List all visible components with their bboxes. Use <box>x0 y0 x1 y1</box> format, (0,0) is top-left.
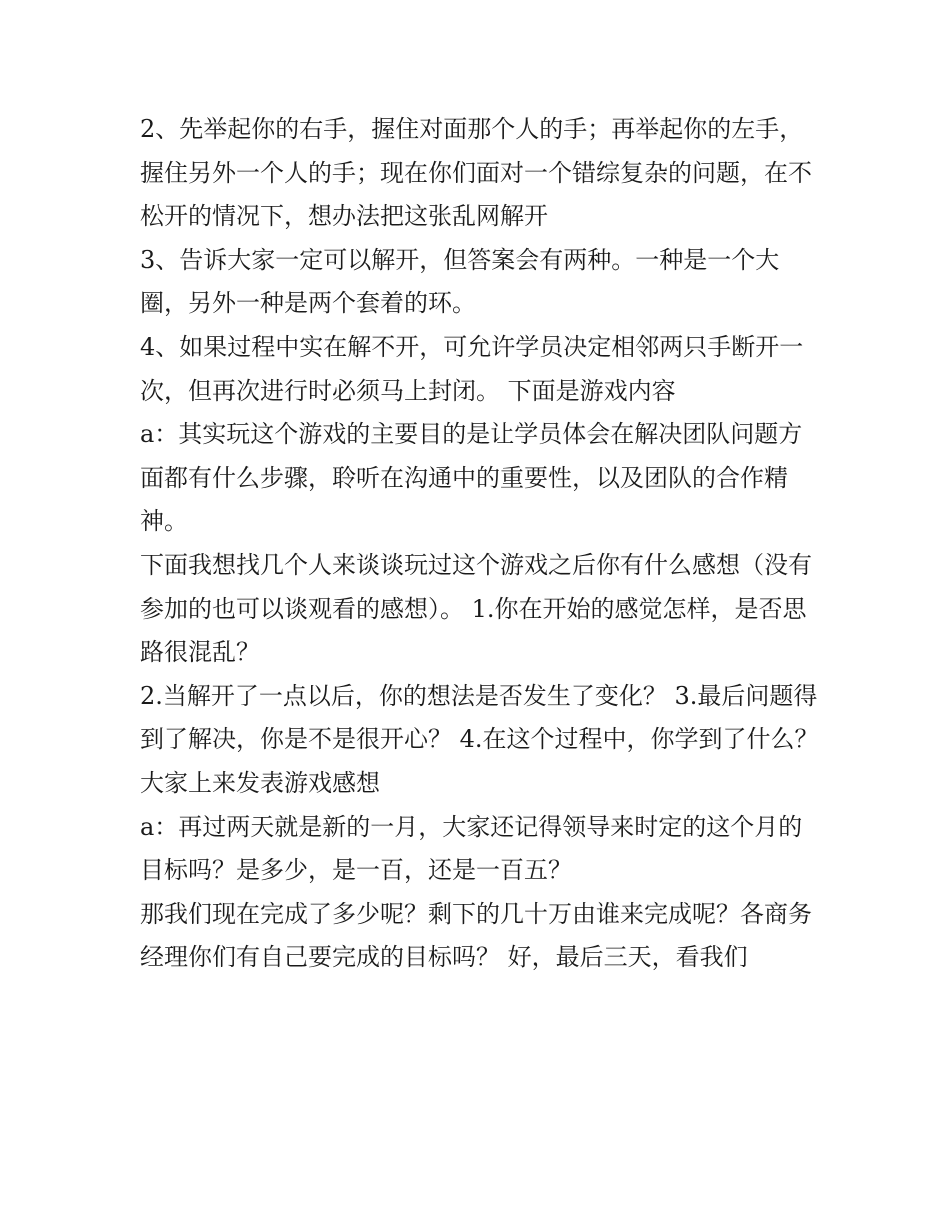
paragraph-monthly-target: a：再过两天就是新的一月，大家还记得领导来时定的这个月的目标吗？是多少，是一百，还是一百五？ <box>140 812 803 885</box>
paragraph-step-3: 3、告诉大家一定可以解开，但答案会有两种。一种是一个大圈，另外一种是两个套着的环。 <box>140 245 780 318</box>
paragraph-game-purpose: a：其实玩这个游戏的主要目的是让学员体会在解决团队问题方面都有什么步骤，聆听在沟通中的重要性，以及团队的合作精神。 <box>140 420 803 536</box>
paragraph-reflection-questions: 下面我想找几个人来谈谈玩过这个游戏之后你有什么感想（没有参加的也可以谈观看的感想）。 1.你在开始的感觉怎样，是否思路很混乱？ <box>140 550 812 667</box>
paragraph-step-2: 2、先举起你的右手，握住对面那个人的手；再举起你的左手，握住另外一个人的手；现在你们面对一个错综复杂的问题，在不松开的情况下，想办法把这张乱网解开 <box>140 115 812 231</box>
document-body <box>140 108 820 980</box>
paragraph-progress-check: 那我们现在完成了多少呢？剩下的几十万由谁来完成呢？各商务经理你们有自己要完成的目标吗？ 好，最后三天，看我们 <box>140 899 812 972</box>
paragraph-step-4: 4、如果过程中实在解不开，可允许学员决定相邻两只手断开一次，但再次进行时必须马上封闭。 下面是游戏内容 <box>140 332 804 405</box>
paragraph-followup-questions: 2.当解开了一点以后，你的想法是否发生了变化？ 3.最后问题得到了解决，你是不是很开心？ 4.在这个过程中，你学到了什么？ 大家上来发表游戏感想 <box>140 681 819 797</box>
